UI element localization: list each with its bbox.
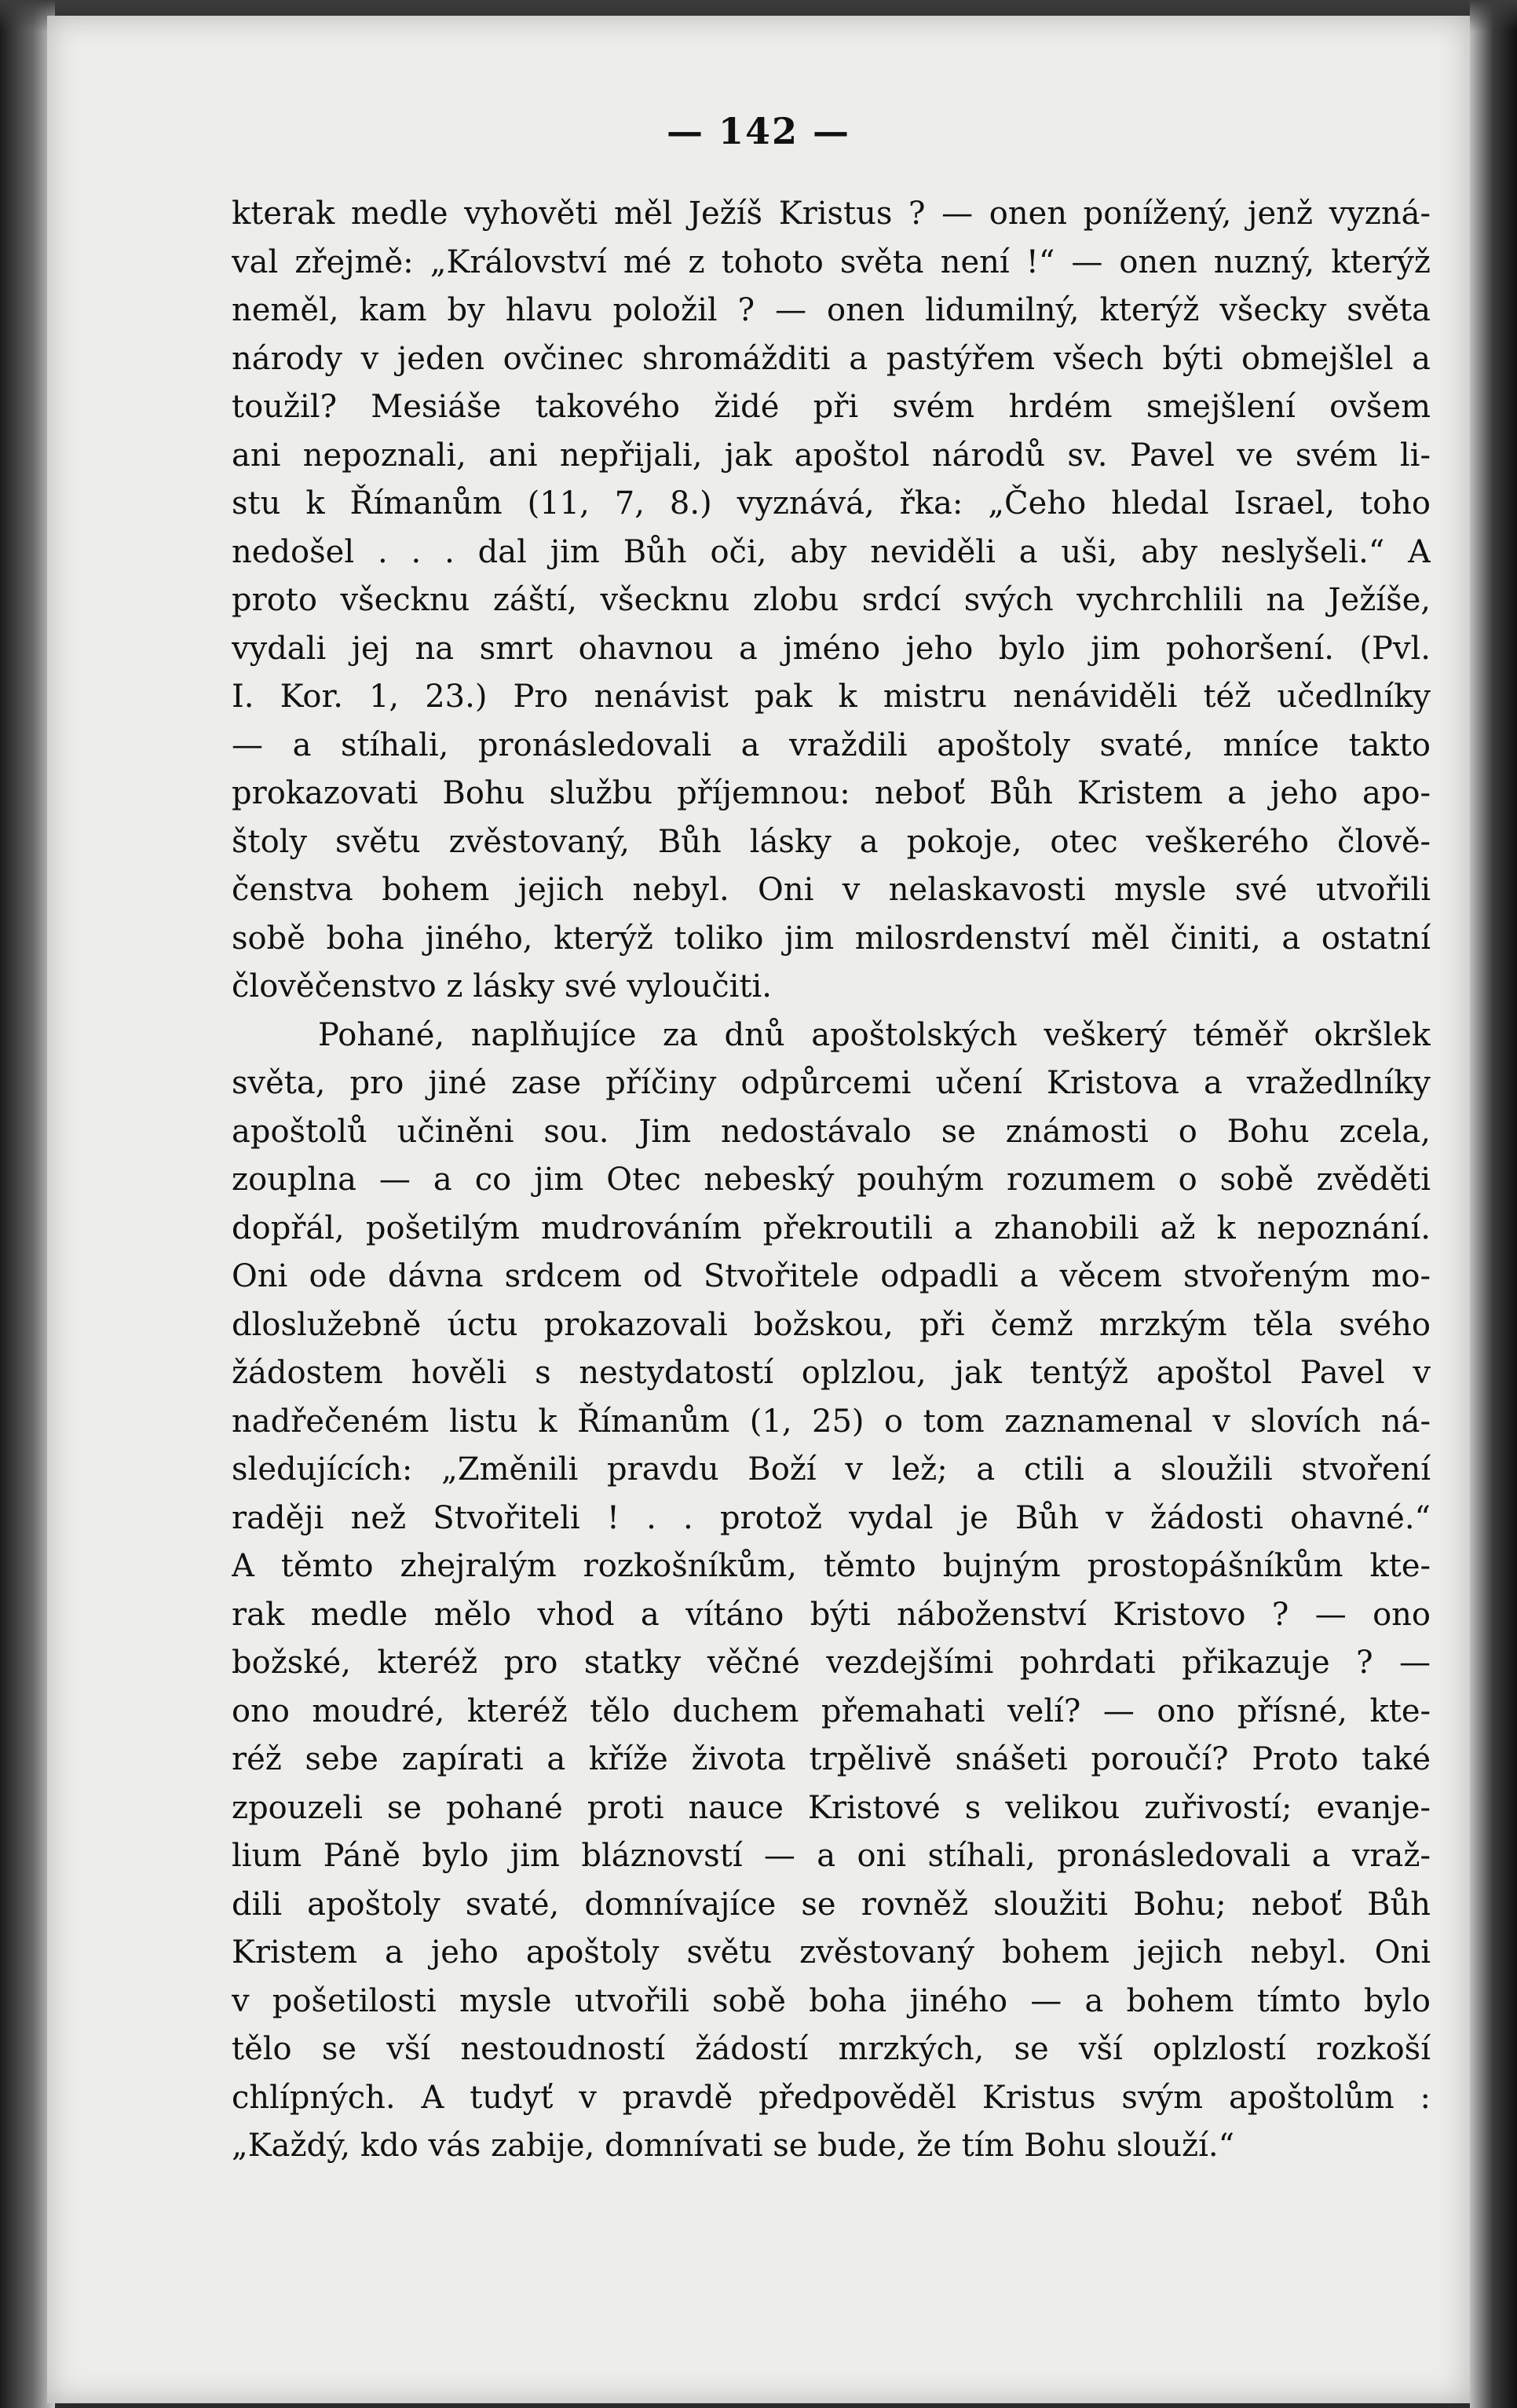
text-line: apoštolů učiněni sou. Jim nedostávalo se známosti o Bohu zcela, (232, 1113, 1431, 1150)
text-line: žádostem hověli s nestydatostí oplzlou, jak tentýž apoštol Pavel v (232, 1355, 1431, 1391)
text-line: Kristem a jeho apoštoly světu zvěstovaný bohem jejich nebyl. Oni (232, 1934, 1431, 1971)
page-number: — 142 — (666, 110, 851, 152)
text-line: toužil? Mesiáše takového židé při svém hrdém smejšlení ovšem (232, 389, 1431, 425)
body-text (232, 190, 1431, 2171)
text-line: stu k Římanům (11, 7, 8.) vyznává, řka: „Čeho hledal Israel, toho (232, 485, 1431, 521)
text-line: dloslužebně úctu prokazovali božskou, při čemž mrzkým těla svého (232, 1306, 1431, 1343)
text-line: božské, kteréž pro statky věčné vezdejšími pohrdati přikazuje ? — (232, 1645, 1431, 1681)
text-line: réž sebe zapírati a kříže života trpělivě snášeti poroučí? Proto také (232, 1741, 1431, 1777)
text-line: proto všecknu záští, všecknu zlobu srdcí svých vychrchlili na Ježíše, (232, 582, 1431, 618)
text-line: zouplna — a co jim Otec nebeský pouhým rozumem o sobě zvěděti (232, 1162, 1431, 1198)
text-line: Oni ode dávna srdcem od Stvořitele odpadli a věcem stvořeným mo- (232, 1258, 1431, 1294)
text-line: dopřál, pošetilým mudrováním překroutili a zhanobili až k nepoznání. (232, 1209, 1431, 1246)
text-line: ani nepoznali, ani nepřijali, jak apoštol národů sv. Pavel ve svém li- (232, 437, 1431, 474)
text-line: vydali jej na smrt ohavnou a jméno jeho bylo jim pohoršení. (Pvl. (232, 630, 1431, 667)
text-line: lium Páně bylo jim bláznovstí — a oni stíhali, pronásledovali a vraž- (232, 1838, 1431, 1874)
text-line: val zřejmě: „Království mé z tohoto světa není !“ — onen nuzný, kterýž (232, 243, 1431, 280)
text-line: kterak medle vyhověti měl Ježíš Kristus ? — onen ponížený, jenž vyzná- (232, 196, 1431, 232)
text-line: sledujících: „Změnili pravdu Boží v lež; a ctili a sloužili stvoření (232, 1451, 1431, 1488)
text-line: I. Kor. 1, 23.) Pro nenávist pak k mistru nenáviděli též učedlníky (232, 679, 1431, 715)
text-line: v pošetilosti mysle utvořili sobě boha jiného — a bohem tímto bylo (232, 1982, 1431, 2019)
text-line: světa, pro jiné zase příčiny odpůrcemi učení Kristova a vražedlníky (232, 1065, 1431, 1101)
text-line: „Každý, kdo vás zabije, domnívati se bude, že tím Bohu slouží.“ (232, 2128, 1235, 2164)
text-line: prokazovati Bohu službu příjemnou: neboť Bůh Kristem a jeho apo- (232, 775, 1431, 811)
text-line: štoly světu zvěstovaný, Bůh lásky a pokoje, otec veškerého člově- (232, 823, 1431, 860)
text-line: sobě boha jiného, kterýž toliko jim milosrdenství měl činiti, a ostatní (232, 920, 1431, 957)
text-line: dili apoštoly svaté, domnívajíce se rovněž sloužiti Bohu; neboť Bůh (232, 1886, 1431, 1923)
text-line: chlípných. A tudyť v pravdě předpověděl Kristus svým apoštolům : (232, 2079, 1431, 2116)
scan-edge-right (1470, 0, 1517, 2408)
text-line: nadřečeném listu k Římanům (1, 25) o tom zaznamenal v slovích ná- (232, 1403, 1431, 1440)
text-line: neměl, kam by hlavu položil ? — onen lidumilný, kterýž všecky světa (232, 292, 1431, 328)
text-line: — a stíhali, pronásledovali a vraždili apoštoly svaté, mníce takto (232, 726, 1431, 763)
text-line: člověčenstvo z lásky své vyloučiti. (232, 968, 773, 1005)
text-line: čenstva bohem jejich nebyl. Oni v nelaskavosti mysle své utvořili (232, 872, 1431, 908)
text-line: raději než Stvořiteli ! . . protož vydal je Bůh v žádosti ohavné.“ (232, 1499, 1431, 1536)
book-page (47, 16, 1470, 2403)
text-line: tělo se vší nestoudností žádostí mrzkých, se vší oplzlostí rozkoší (232, 2031, 1431, 2067)
text-line: nedošel . . . dal jim Bůh oči, aby neviděli a uši, aby neslyšeli.“ A (232, 533, 1431, 570)
text-line: národy v jeden ovčinec shromážditi a pastýřem všech býti obmejšlel a (232, 340, 1431, 377)
text-line: rak medle mělo vhod a vítáno býti náboženství Kristovo ? — ono (232, 1596, 1431, 1633)
text-line: ono moudré, kteréž tělo duchem přemahati velí? — ono přísné, kte- (232, 1693, 1431, 1729)
text-line: Pohané, naplňujíce za dnů apoštolských veškerý téměř okršlek (318, 1016, 1431, 1053)
text-line: zpouzeli se pohané proti nauce Kristové s velikou zuřivostí; evanje- (232, 1789, 1431, 1826)
text-line: A těmto zhejralým rozkošníkům, těmto bujným prostopášníkům kte- (232, 1548, 1431, 1584)
